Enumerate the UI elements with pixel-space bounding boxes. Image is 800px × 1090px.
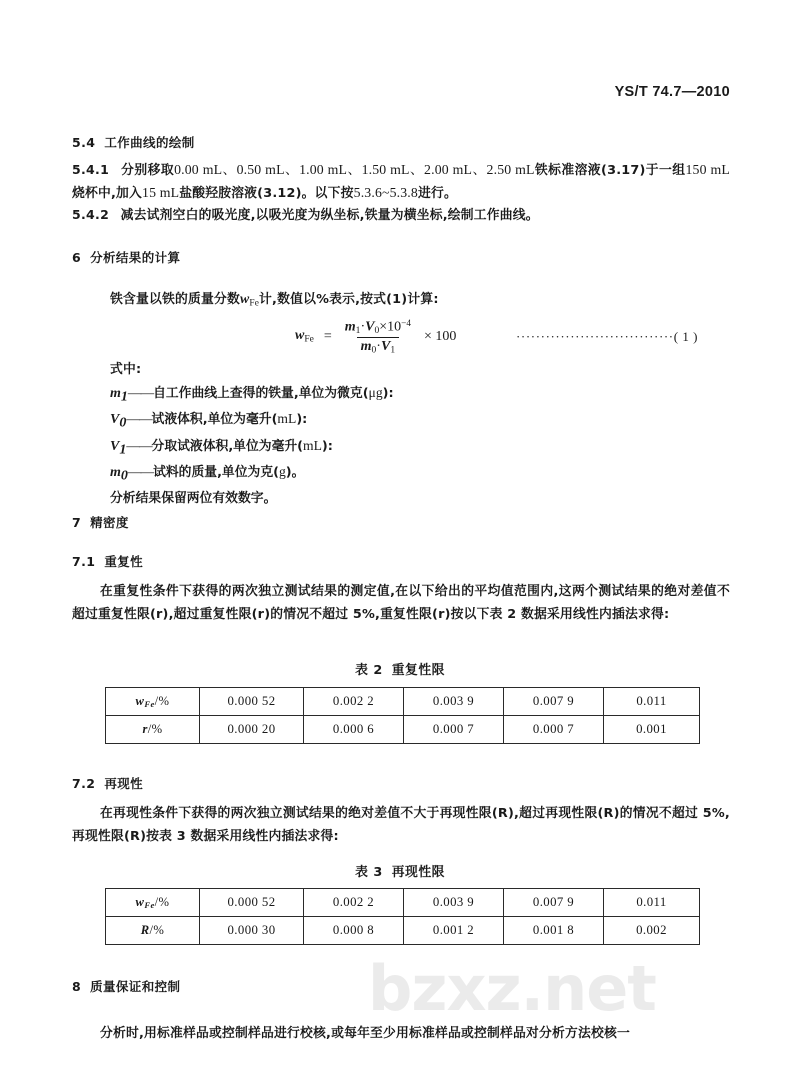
clause-7-1-paragraph: 在重复性条件下获得的两次独立测试结果的测定值,在以下给出的平均值范围内,这两个测试结果的绝对差值不超过重复性限(r),超过重复性限(r)的情况不超过 5%,重复性限(r)按以下表 2 数据采用线性内插法求得: xyxy=(72,584,730,622)
table-2-cell: 0.000 7 xyxy=(504,716,604,744)
clause-5-4-1-text-4: 盐酸羟胺溶液(3.12)。以下按 xyxy=(179,185,354,201)
clause-6-intro-symbol-sub: Fe xyxy=(249,298,260,309)
heading-7-1-title: 重复性 xyxy=(104,554,144,569)
variable-dash: —— xyxy=(127,463,154,479)
table-2-cell: 0.007 9 xyxy=(504,688,604,716)
variable-unit: g xyxy=(278,463,286,479)
formula-den-dot: · xyxy=(376,338,381,354)
table-2-cell: 0.000 6 xyxy=(304,716,404,744)
heading-7-1 xyxy=(72,552,143,570)
clause-8-paragraph: 分析时,用标准样品或控制样品进行校核,或每年至少用标准样品或控制样品对分析方法校核一 xyxy=(100,1026,630,1041)
formula-num-v: V xyxy=(365,319,375,335)
table-2-cell: 0.003 9 xyxy=(404,688,504,716)
variable-description: 试液体积,单位为毫升( xyxy=(151,412,278,428)
formula-den-v: V xyxy=(380,338,391,354)
variable-description: 自工作曲线上查得的铁量,单位为微克( xyxy=(153,386,369,401)
table-3-label: 表 3 xyxy=(355,865,383,880)
variable-symbol-sub: 1 xyxy=(119,442,127,458)
heading-7-title: 精密度 xyxy=(90,515,129,530)
table-3-cell: 0.001 2 xyxy=(404,917,504,945)
clause-6-intro-symbol: w xyxy=(239,291,250,306)
where-label: 式中: xyxy=(110,362,142,377)
clause-6-intro xyxy=(110,288,730,315)
clause-5-4-1-ref-range: 5.3.6~5.3.8 xyxy=(353,184,418,200)
table-3-cell: 0.000 52 xyxy=(200,889,304,917)
table-3-cell: 0.007 9 xyxy=(504,889,604,917)
variable-description: 试料的质量,单位为克( xyxy=(153,464,279,480)
formula-lhs-symbol: w xyxy=(295,328,305,344)
table-3-row-header-R: R/% xyxy=(106,917,200,945)
clause-5-4-1 xyxy=(72,159,730,204)
variable-item xyxy=(110,408,394,434)
formula-fraction xyxy=(341,318,415,355)
table-3-caption xyxy=(0,861,800,880)
heading-5-4 xyxy=(72,133,195,151)
significant-figures-note: 分析结果保留两位有效数字。 xyxy=(110,491,277,507)
formula-num-dot: · xyxy=(360,319,366,335)
table-3-cell: 0.002 xyxy=(604,917,700,945)
variable-unit: mL xyxy=(303,437,322,453)
clause-5-4-1-text-5: 进行。 xyxy=(417,185,457,201)
formula-num-pow-base: 10 xyxy=(387,319,402,335)
clause-5-4-1-text-1: 分别移取 xyxy=(120,163,175,178)
clause-7-2-paragraph: 在再现性条件下获得的两次独立测试结果的绝对差值不大于再现性限(R),超过再现性限(R)的情况不超过 5%,再现性限(R)按表 3 数据采用线性内插法求得: xyxy=(72,806,730,844)
table-row xyxy=(106,716,700,744)
clause-5-4-1-number: 5.4.1 xyxy=(72,162,110,177)
table-2-cell: 0.000 7 xyxy=(404,716,504,744)
formula-num-v-sub: 0 xyxy=(374,325,380,336)
heading-6 xyxy=(72,248,180,266)
variable-item xyxy=(110,382,394,408)
table-2-row-header-wfe: $w_{Fe}/\%$ xyxy=(106,688,200,716)
variable-dash: —— xyxy=(127,385,154,400)
clause-5-4-1-text-2: 铁标准溶液(3.17)于一组 xyxy=(534,163,686,178)
variable-tail: ): xyxy=(321,438,333,454)
clause-5-4-1-reagent-vol: 15 mL xyxy=(142,184,180,200)
clause-5-4-2-text: 减去试剂空白的吸光度,以吸光度为纵坐标,铁量为横坐标,绘制工作曲线。 xyxy=(120,208,539,223)
formula-leader-dots: ································ xyxy=(516,329,674,344)
formula-number: ( 1 ) xyxy=(673,329,698,344)
formula-num-times: × xyxy=(379,319,388,335)
formula-lhs-sub: Fe xyxy=(304,334,314,345)
variable-unit: μg xyxy=(368,385,383,400)
formula-den-m: m xyxy=(360,338,372,354)
formula-den-v-sub: 1 xyxy=(390,345,396,356)
heading-7-2 xyxy=(72,774,143,792)
variable-tail: ): xyxy=(382,386,394,401)
clause-5-4-2-number: 5.4.2 xyxy=(72,207,110,222)
variable-symbol-sub: 1 xyxy=(120,389,128,405)
clause-6-intro-text-1: 铁含量以铁的质量分数 xyxy=(110,292,240,307)
clause-5-4-2 xyxy=(72,204,730,227)
variable-unit: mL xyxy=(277,411,297,427)
variable-tail: ): xyxy=(296,412,308,428)
variable-item xyxy=(110,435,394,461)
table-3-row-header-wfe: $w_{Fe}/\%$ xyxy=(106,889,200,917)
table-row xyxy=(106,917,700,945)
table-3-cell: 0.000 8 xyxy=(304,917,404,945)
heading-5-4-title: 工作曲线的绘制 xyxy=(104,135,195,150)
variable-dash: —— xyxy=(126,437,152,453)
table-row xyxy=(106,688,700,716)
variable-symbol: m xyxy=(110,464,121,480)
variable-dash: —— xyxy=(126,411,152,427)
formula-den-m-sub: 0 xyxy=(371,345,377,356)
heading-5-4-number: 5.4 xyxy=(72,135,96,150)
variable-symbol: m xyxy=(110,386,121,401)
table-2-row-header-r: r/% xyxy=(106,716,200,744)
variable-symbol: V xyxy=(110,438,120,454)
heading-7 xyxy=(72,513,129,531)
table-2 xyxy=(105,687,700,744)
standard-code-header: YS/T 74.7—2010 xyxy=(614,84,730,100)
heading-8 xyxy=(72,977,180,995)
table-2-cell: 0.011 xyxy=(604,688,700,716)
table-2-cell: 0.001 xyxy=(604,716,700,744)
heading-6-number: 6 xyxy=(72,250,82,265)
table-2-name: 重复性限 xyxy=(391,663,445,678)
table-3-cell: 0.011 xyxy=(604,889,700,917)
table-2-cell: 0.000 52 xyxy=(200,688,304,716)
table-2-cell: 0.002 2 xyxy=(304,688,404,716)
table-3-name: 再现性限 xyxy=(391,865,445,880)
variable-tail: )。 xyxy=(285,464,305,480)
variable-symbol: V xyxy=(110,412,120,428)
heading-7-2-title: 再现性 xyxy=(104,776,144,791)
variable-definitions xyxy=(110,382,394,510)
formula-number-group xyxy=(516,329,698,345)
formula-1 xyxy=(295,318,456,355)
formula-denominator xyxy=(357,337,399,355)
watermark-bzxz: bzxz.net xyxy=(368,952,656,1025)
clause-5-4-1-volumes: 0.00 mL、0.50 mL、1.00 mL、1.50 mL、2.00 mL、2.50 mL xyxy=(174,162,535,177)
formula-num-m-sub: 1 xyxy=(355,325,361,336)
formula-equals: = xyxy=(323,328,332,344)
formula-tail: × 100 xyxy=(423,328,457,344)
table-3-cell: 0.000 30 xyxy=(200,917,304,945)
heading-8-number: 8 xyxy=(72,979,82,994)
table-3-cell: 0.002 2 xyxy=(304,889,404,917)
variable-symbol-sub: 0 xyxy=(120,468,128,484)
formula-num-m: m xyxy=(344,319,356,335)
formula-num-pow-exp: −4 xyxy=(401,318,411,328)
table-3-cell: 0.003 9 xyxy=(404,889,504,917)
heading-7-2-number: 7.2 xyxy=(72,776,96,791)
heading-6-title: 分析结果的计算 xyxy=(90,250,181,265)
heading-8-title: 质量保证和控制 xyxy=(90,979,181,994)
table-2-label: 表 2 xyxy=(355,663,383,678)
table-2-cell: 0.000 20 xyxy=(200,716,304,744)
heading-7-1-number: 7.1 xyxy=(72,554,96,569)
clause-6-intro-text-2: 计,数值以%表示,按式(1)计算: xyxy=(259,292,439,307)
table-3 xyxy=(105,888,700,945)
table-3-cell: 0.001 8 xyxy=(504,917,604,945)
table-2-caption xyxy=(0,659,800,678)
variable-item xyxy=(110,461,394,487)
formula-numerator xyxy=(341,318,415,337)
variable-description: 分取试液体积,单位为毫升( xyxy=(151,438,304,454)
variable-symbol-sub: 0 xyxy=(119,415,127,431)
clause-5-4-1-beaker-vol: 150 mL xyxy=(685,162,730,177)
clause-5-4-1-text-3: 烧杯中,加入 xyxy=(72,185,143,201)
table-row xyxy=(106,889,700,917)
heading-7-number: 7 xyxy=(72,515,82,530)
